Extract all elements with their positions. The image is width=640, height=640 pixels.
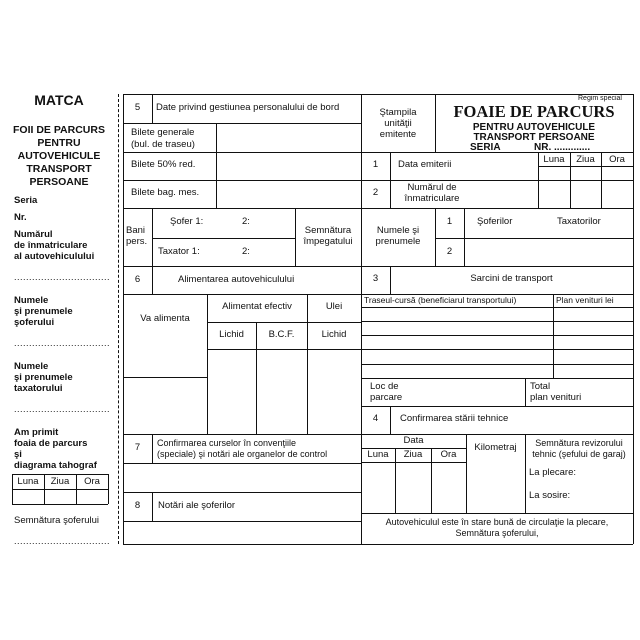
sec5-title: Date privind gestiunea personalului de bord bbox=[156, 102, 340, 113]
stub-subtitle-5: PERSOANE bbox=[29, 176, 89, 188]
ulei-label: Ulei bbox=[325, 301, 343, 312]
soferilor-label: Şoferilor bbox=[477, 216, 513, 227]
traseu-header: Traseul-cursă (beneficiarul transportului) bbox=[364, 295, 517, 305]
stub-reg-2: de înmatriculare bbox=[14, 240, 88, 251]
bcf-label: B.C.F. bbox=[268, 329, 295, 340]
stub-driver-dots: ................................ bbox=[14, 338, 111, 348]
sec1-number: 1 bbox=[372, 159, 379, 170]
lichid-ulei-label: Lichid bbox=[321, 329, 347, 340]
sec2-number: 2 bbox=[372, 187, 379, 198]
names-row-2: 2 bbox=[446, 246, 453, 257]
stub-subtitle-4: TRANSPORT bbox=[26, 163, 92, 175]
document-sub-2: TRANSPORT PERSOANE bbox=[473, 132, 595, 143]
document-nr: NR. ............. bbox=[534, 142, 591, 153]
date-ora: Ora bbox=[609, 154, 625, 165]
sec8-number: 8 bbox=[134, 500, 141, 511]
stub-date-ora: Ora bbox=[84, 476, 100, 487]
sec4-number: 4 bbox=[372, 413, 379, 424]
taxator-2-label: 2: bbox=[242, 246, 250, 257]
sec7-line-2: (speciale) şi notări ale organelor de control bbox=[157, 449, 328, 459]
sec6-title: Alimentarea autovehiculului bbox=[178, 274, 295, 285]
stub-reg-3: al autovehiculului bbox=[14, 251, 95, 262]
stub-received-1: Am primit bbox=[14, 427, 59, 438]
taxatorilor-label: Taxatorilor bbox=[557, 216, 601, 227]
document-title: FOAIE DE PARCURS bbox=[453, 102, 615, 121]
revizor-label-2: tehnic (şefului de garaj) bbox=[532, 449, 626, 459]
la-plecare-label: La plecare: bbox=[529, 467, 577, 478]
sec4-ziua: Ziua bbox=[403, 449, 423, 460]
sec4-title: Confirmarea stării tehnice bbox=[400, 413, 509, 424]
va-alimenta-label: Va alimenta bbox=[140, 313, 190, 324]
stub-date-luna: Luna bbox=[17, 476, 39, 487]
loc-parcare-2: parcare bbox=[370, 392, 403, 403]
stub-driver-2: şi prenumele bbox=[14, 306, 73, 317]
semnatura-label-2: împegatului bbox=[303, 236, 353, 247]
loc-parcare-1: Loc de bbox=[370, 381, 399, 392]
revizor-label-1: Semnătura revizorului bbox=[535, 438, 623, 448]
la-sosire-label: La sosire: bbox=[529, 490, 571, 501]
stub-received-2: foaia de parcurs bbox=[14, 438, 88, 449]
sofer-2-label: 2: bbox=[242, 216, 250, 227]
stub-received-4: diagrama tahograf bbox=[14, 460, 97, 471]
stub-signature-dots: ................................ bbox=[14, 536, 111, 546]
stub-driver-1: Numele bbox=[14, 295, 49, 306]
alimentat-label: Alimentat efectiv bbox=[222, 301, 292, 312]
stub-seria: Seria bbox=[14, 195, 38, 206]
names-label-2: prenumele bbox=[375, 236, 421, 247]
footer-line-1: Autovehiculul este în stare bună de circulaţie la plecare, bbox=[385, 517, 609, 527]
regim-special: Regim special bbox=[578, 95, 622, 102]
sec3-number: 3 bbox=[372, 273, 379, 284]
plan-header: Plan venituri lei bbox=[556, 295, 614, 305]
stub-subtitle-2: PENTRU bbox=[37, 137, 81, 149]
sec2-title-2: înmatriculare bbox=[404, 193, 460, 204]
stampila-1: Ştampila bbox=[379, 107, 417, 118]
stub bbox=[0, 0, 118, 640]
stub-taxator-1: Numele bbox=[14, 361, 49, 372]
stub-driver-3: şoferului bbox=[14, 317, 55, 328]
stub-nr: Nr. bbox=[14, 212, 27, 223]
document-sub-1: PENTRU AUTOVEHICULE bbox=[472, 122, 596, 133]
sec8-title: Notări ale şoferilor bbox=[158, 500, 236, 511]
sec5-number: 5 bbox=[134, 102, 141, 113]
stampila-2: unităţii bbox=[384, 118, 412, 129]
kilometraj-label: Kilometraj bbox=[474, 442, 517, 453]
total-plan-1: Total bbox=[530, 381, 551, 392]
total-plan-2: plan venituri bbox=[530, 392, 582, 403]
names-row-1: 1 bbox=[446, 216, 453, 227]
stampila-3: emitente bbox=[379, 129, 417, 140]
sec1-title: Data emiterii bbox=[398, 159, 452, 170]
sec7-line-1: Confirmarea curselor în convenţiile bbox=[157, 438, 297, 448]
bilete-50-label: Bilete 50% red. bbox=[131, 159, 196, 170]
footer-line-2: Semnătura şoferului, bbox=[455, 528, 539, 538]
sofer-1-label: Şofer 1: bbox=[170, 216, 204, 227]
stub-reg-1: Numărul bbox=[14, 229, 53, 240]
date-luna: Luna bbox=[543, 154, 565, 165]
stub-signature: Semnătura şoferului bbox=[14, 515, 100, 526]
bilete-bag-label: Bilete bag. mes. bbox=[131, 187, 200, 198]
names-label-1: Numele şi bbox=[376, 225, 420, 236]
sec4-ora: Ora bbox=[440, 449, 457, 460]
sec6-number: 6 bbox=[134, 274, 141, 285]
lichid-label: Lichid bbox=[219, 329, 244, 340]
bilete-generale-1: Bilete generale bbox=[131, 127, 195, 138]
stub-subtitle-1: FOII DE PARCURS bbox=[13, 124, 105, 136]
semnatura-label-1: Semnătura bbox=[304, 225, 352, 236]
bani-label-1: Bani bbox=[126, 225, 146, 236]
stub-received-3: şi bbox=[14, 449, 22, 460]
stub-subtitle-3: AUTOVEHICULE bbox=[17, 150, 101, 162]
sec3-title: Sarcini de transport bbox=[470, 273, 553, 284]
stub-taxator-2: şi prenumele bbox=[14, 372, 73, 383]
sec4-luna: Luna bbox=[367, 449, 389, 460]
document-seria: SERIA bbox=[470, 142, 501, 153]
stub-date-ziua: Ziua bbox=[50, 476, 70, 487]
stub-taxator-dots: ................................ bbox=[14, 404, 111, 414]
sec4-data: Data bbox=[403, 435, 424, 446]
stub-reg-dots: ................................ bbox=[14, 272, 111, 282]
bilete-generale-2: (bul. de traseu) bbox=[131, 139, 195, 150]
date-ziua: Ziua bbox=[576, 154, 595, 165]
stub-taxator-3: taxatorului bbox=[14, 383, 63, 394]
sec2-title-1: Numărul de bbox=[407, 182, 457, 193]
taxator-1-label: Taxator 1: bbox=[158, 246, 200, 257]
stub-title: MATCA bbox=[34, 92, 84, 108]
sec7-number: 7 bbox=[134, 442, 141, 453]
bani-label-2: pers. bbox=[126, 236, 148, 247]
